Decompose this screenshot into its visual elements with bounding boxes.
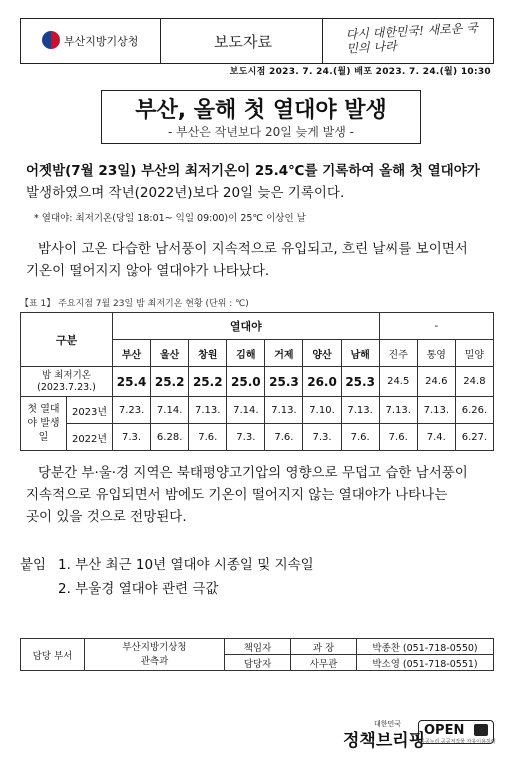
row-label-line: (2023.7.23.) <box>37 381 96 393</box>
row-label-first-night: 첫 열대야 발생일 <box>21 397 67 451</box>
paragraph-line: 밤사이 고온 다습한 남서풍이 지속적으로 유입되고, 흐린 날씨를 보이면서 <box>38 241 468 257</box>
station-header: 남해 <box>341 340 379 367</box>
org-name: 부산지방기상청 <box>64 35 139 48</box>
table-cell: 7.13. <box>417 397 455 424</box>
table-cell: 7.3. <box>303 424 341 451</box>
role-label: 책임자 <box>225 639 291 655</box>
table-cell: 26.0 <box>303 367 341 397</box>
row-label-line: 밤 최저기온 <box>42 369 91 381</box>
license-icon <box>474 724 488 736</box>
table-cell: 6.28. <box>151 424 189 451</box>
contact-table <box>20 638 494 671</box>
header-divider <box>160 18 161 64</box>
table-cell: 25.0 <box>227 367 265 397</box>
open-license-caption: 공공누리 공공저작물 자유이용허락 <box>420 739 496 745</box>
paragraph-line: 지속적으로 유입되면서 밤에도 기온이 떨어지지 않는 열대야가 나타나는 <box>26 487 448 503</box>
table-cell: 7.6. <box>379 424 417 451</box>
table-cell: 6.26. <box>455 397 493 424</box>
group-header-tropical: 열대야 <box>113 313 380 340</box>
table-cell: 7.14. <box>151 397 189 424</box>
table-cell: 7.13. <box>341 397 379 424</box>
role-label: 담당자 <box>225 655 291 671</box>
policy-briefing-logo: 정책브리핑 <box>343 731 426 751</box>
paragraph-2 <box>26 238 488 282</box>
attachment-label: 붙임 <box>20 557 47 573</box>
header-divider <box>322 18 323 64</box>
data-table <box>20 312 494 451</box>
page-title: 부산, 올해 첫 열대야 발생 <box>135 98 387 123</box>
station-header: 통영 <box>417 340 455 367</box>
table-cell: 25.2 <box>189 367 227 397</box>
station-header: 부산 <box>113 340 151 367</box>
contact-person: 박종찬 (051-718-0550) <box>357 639 494 655</box>
table-cell: 7.13. <box>265 397 303 424</box>
table-cell: 7.13. <box>379 397 417 424</box>
station-header: 김해 <box>227 340 265 367</box>
paragraph-line: 곳이 있을 것으로 전망된다. <box>26 509 187 525</box>
table-header-cell: 구분 <box>21 313 113 367</box>
year-label: 2023년 <box>67 397 113 424</box>
attachment-item: 1. 부산 최근 10년 열대야 시종일 및 지속일 <box>58 557 314 573</box>
attachment-item: 2. 부울경 열대야 관련 극값 <box>58 581 219 597</box>
position-title: 사무관 <box>291 655 357 671</box>
open-license-text: OPEN <box>424 723 465 738</box>
brand-caption: 대한민국 <box>374 720 402 728</box>
paragraph-3 <box>26 462 488 528</box>
table-cell: 24.8 <box>455 367 493 397</box>
position-title: 과 장 <box>291 639 357 655</box>
table-cell: 7.4. <box>417 424 455 451</box>
paragraph-line: 당분간 부·울·경 지역은 북태평양고기압의 영향으로 무덥고 습한 남서풍이 <box>38 465 468 481</box>
paragraph-line: 어젯밤(7월 23일) 부산의 최저기온이 25.4℃를 기록하여 올해 첫 열대야가 <box>26 163 480 179</box>
table-cell: 25.3 <box>265 367 303 397</box>
definition-note: * 열대야: 최저기온(당일 18:01~ 익일 09:00)이 25℃ 이상인 날 <box>34 213 306 224</box>
table-caption: 【표 1】 주요지점 7월 23일 밤 최저기온 현황 (단위 : ℃) <box>20 299 249 309</box>
row-label-min-temp <box>21 367 113 397</box>
station-header: 양산 <box>303 340 341 367</box>
table-cell: 7.3. <box>227 424 265 451</box>
station-header: 거제 <box>265 340 303 367</box>
dept-name <box>85 639 225 671</box>
table-cell: 7.6. <box>189 424 227 451</box>
station-header: 밀양 <box>455 340 493 367</box>
doc-type: 보도자료 <box>214 33 272 51</box>
table-cell: 24.5 <box>379 367 417 397</box>
dept-label: 담당 부서 <box>21 639 85 671</box>
contact-person: 박소영 (051-718-0551) <box>357 655 494 671</box>
table-cell: 25.4 <box>113 367 151 397</box>
slogan: 다시 대한민국! 새로운 국민의 나라 <box>345 20 479 56</box>
paragraph-line: 발생하였으며 작년(2022년)보다 20일 늦은 기록이다. <box>26 185 345 201</box>
table-cell: 7.6. <box>341 424 379 451</box>
table-cell: 7.14. <box>227 397 265 424</box>
table-cell: 7.3. <box>113 424 151 451</box>
page-subtitle: - 부산은 작년보다 20일 늦게 발생 - <box>168 125 354 139</box>
station-header: 울산 <box>151 340 189 367</box>
table-cell: 25.2 <box>151 367 189 397</box>
table-cell: 6.27. <box>455 424 493 451</box>
government-logo-icon <box>42 31 60 49</box>
table-cell: 25.3 <box>341 367 379 397</box>
station-header: 창원 <box>189 340 227 367</box>
group-header-other: - <box>379 313 493 340</box>
paragraph-line: 기온이 떨어지지 않아 열대야가 나타났다. <box>26 263 270 279</box>
table-cell: 7.23. <box>113 397 151 424</box>
dept-line: 부산지방기상청 <box>122 641 187 653</box>
dept-line: 관측과 <box>140 655 169 667</box>
table-cell: 7.10. <box>303 397 341 424</box>
station-header: 진주 <box>379 340 417 367</box>
embargo-line: 보도시점 2023. 7. 24.(월) 배포 2023. 7. 24.(월) 10:30 <box>229 67 491 77</box>
table-cell: 24.6 <box>417 367 455 397</box>
table-cell: 7.6. <box>265 424 303 451</box>
table-cell: 7.13. <box>189 397 227 424</box>
paragraph-1 <box>26 160 488 204</box>
year-label: 2022년 <box>67 424 113 451</box>
